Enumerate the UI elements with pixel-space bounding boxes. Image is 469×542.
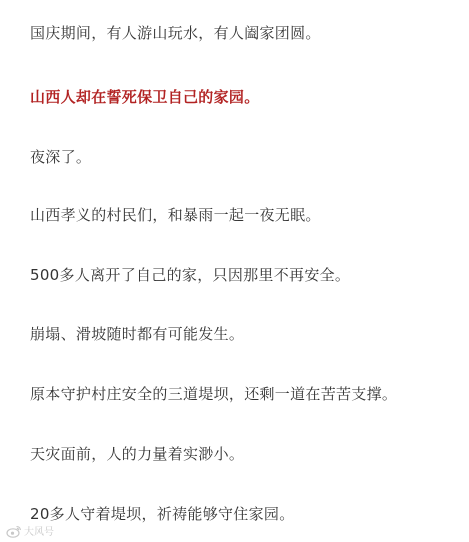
watermark [6,523,54,538]
paragraph-6: 崩塌、滑坡随时都有可能发生。 [30,325,245,343]
paragraph-4: 山西孝义的村民们，和暴雨一起一夜无眠。 [30,206,321,224]
paragraph-3: 夜深了。 [30,148,92,166]
paragraph-5: 500多人离开了自己的家，只因那里不再安全。 [30,266,351,284]
paragraph-7: 原本守护村庄安全的三道堤坝，还剩一道在苦苦支撑。 [30,385,398,403]
paragraph-8: 天灾面前，人的力量着实渺小。 [30,445,245,463]
paragraph-2-emphasis: 山西人却在誓死保卫自己的家园。 [30,88,260,106]
paragraph-9: 20多人守着堤坝，祈祷能够守住家园。 [30,505,295,523]
watermark-text: 大风号 [24,527,54,538]
weibo-logo-icon [6,524,22,538]
paragraph-1: 国庆期间，有人游山玩水，有人阖家团圆。 [30,24,321,42]
